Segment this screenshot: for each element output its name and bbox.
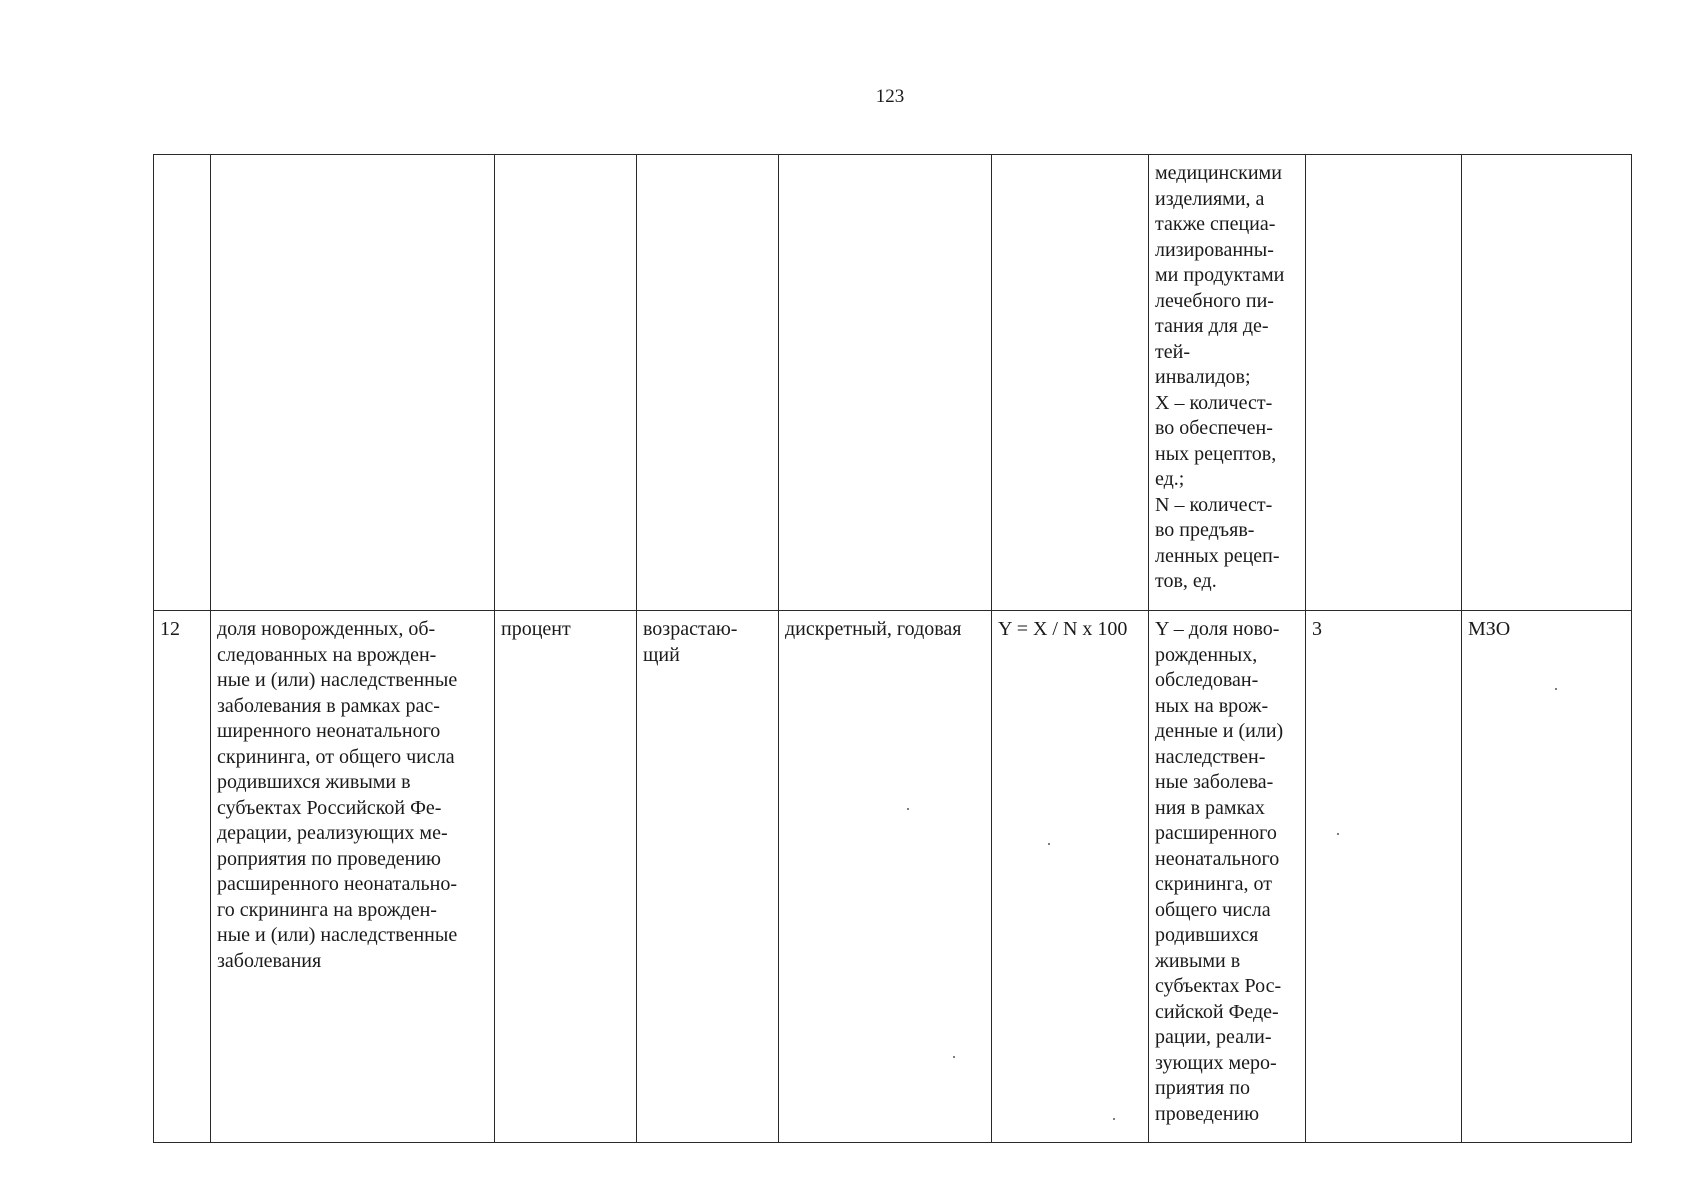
- scan-speck: [907, 808, 909, 810]
- scan-speck: [953, 1056, 955, 1058]
- scan-speck: [1337, 833, 1339, 835]
- cell-responsible: МЗО: [1462, 611, 1632, 1143]
- cell-kind: дискретный, годовая: [779, 611, 992, 1143]
- cell-source: [1306, 155, 1462, 611]
- cell-responsible: [1462, 155, 1632, 611]
- page-number: 123: [875, 86, 905, 107]
- cell-indicator-name: доля новорожденных, об- следованных на врожден- ные и (или) наследственные заболевания в рамках рас- ширенного неонатального скрининга, от общего числа родившихся живыми в субъектах Российской Фе- дерации, реализующих ме- роприятия по проведению расширенного неонатально- го скрининга на врожден- ные и (или) наследственные заболевания: [211, 611, 495, 1143]
- cell-source: 3: [1306, 611, 1462, 1143]
- scan-speck: [1113, 1118, 1115, 1120]
- scan-speck: [1555, 688, 1557, 690]
- cell-dynamics: [637, 155, 779, 611]
- table-row: [154, 611, 1632, 1143]
- cell-description: Y – доля ново- рожденных, обследован- ных на врож- денные и (или) наследствен- ные заболева- ния в рамках расширенного неонатального скрининга, от общего числа родившихся живыми в субъектах Рос- сийской Феде- рации, реали- зующих меро- приятия по проведению: [1149, 611, 1306, 1143]
- cell-unit: [495, 155, 637, 611]
- scan-speck: [1048, 843, 1050, 845]
- indicator-table: [153, 154, 1632, 1143]
- cell-number: 12: [154, 611, 211, 1143]
- cell-kind: [779, 155, 992, 611]
- cell-number: [154, 155, 211, 611]
- cell-description: медицинскими изделиями, а также специа- лизированны- ми продуктами лечебного пи- тания для де- тей- инвалидов; X – количест- во обеспечен- ных рецептов, ед.; N – количест- во предъяв- ленных рецеп- тов, ед.: [1149, 155, 1306, 611]
- cell-dynamics: возрастаю- щий: [637, 611, 779, 1143]
- cell-indicator-name: [211, 155, 495, 611]
- cell-formula: [992, 155, 1149, 611]
- cell-unit: процент: [495, 611, 637, 1143]
- table-row: [154, 155, 1632, 611]
- cell-formula: Y = X / N x 100: [992, 611, 1149, 1143]
